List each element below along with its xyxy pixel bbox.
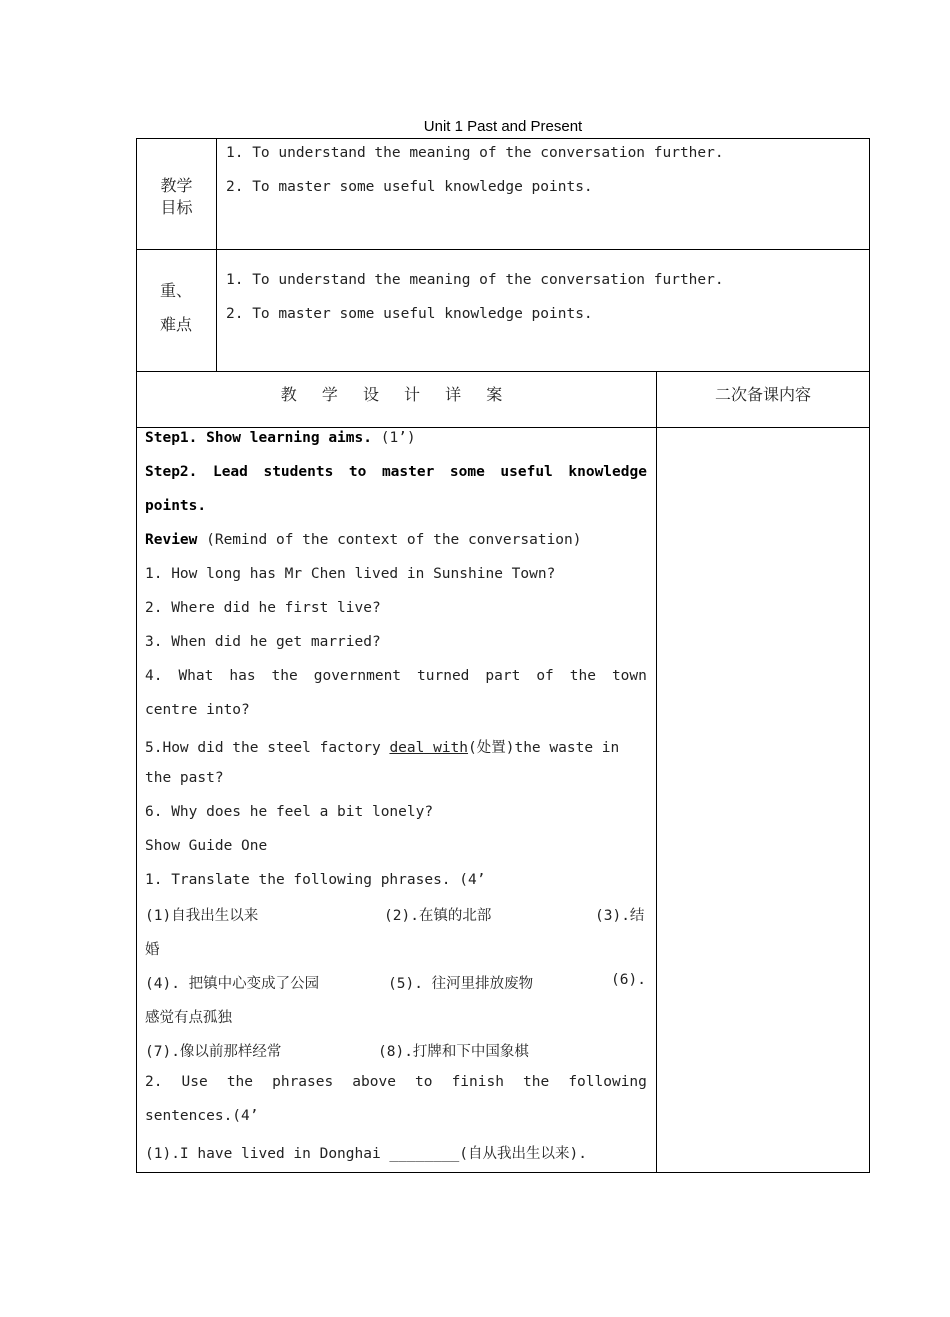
task-2-word: the xyxy=(226,1074,254,1090)
step2-word: to xyxy=(348,464,367,480)
review-line xyxy=(145,532,582,548)
key-points-content-cell xyxy=(216,249,870,372)
document-title: Unit 1 Past and Present xyxy=(423,118,583,135)
question-5-underlined: deal with xyxy=(389,740,469,756)
review-heading: Review xyxy=(145,532,198,548)
task-2-word: finish xyxy=(451,1074,504,1090)
objectives-label-line2: 目标 xyxy=(160,198,193,217)
objectives-content-cell xyxy=(216,138,870,250)
question-4-line-2: centre into? xyxy=(145,702,250,718)
task-2-word: 2. xyxy=(145,1074,163,1090)
objectives-label-cell xyxy=(136,138,217,250)
task-2-line-2: sentences.(4’ xyxy=(145,1108,259,1124)
phrase-7: (7).像以前那样经常 xyxy=(145,1044,282,1060)
step2-word: students xyxy=(263,464,334,480)
step1-heading: Step1. Show learning aims. xyxy=(145,430,372,446)
question-3: 3. When did he get married? xyxy=(145,634,381,650)
key-point-item-2: 2. To master some useful knowledge points. xyxy=(226,306,593,322)
step2-word: Step2. xyxy=(145,464,198,480)
task-2 xyxy=(145,1074,647,1090)
phrase-5: (5). 往河里排放废物 xyxy=(388,976,534,992)
design-header-cell xyxy=(136,371,657,428)
question-4-word: turned xyxy=(417,668,470,684)
phrase-6: (6). xyxy=(611,972,646,988)
step2-line xyxy=(145,464,647,480)
review-note: (Remind of the context of the conversation) xyxy=(197,532,582,548)
phrase-6-cont: 感觉有点孤独 xyxy=(145,1010,232,1026)
step2-word: knowledge xyxy=(568,464,647,480)
question-4-word: part xyxy=(485,668,521,684)
task-2-word: following xyxy=(568,1074,647,1090)
objective-item-1: 1. To understand the meaning of the conversation further. xyxy=(226,145,724,161)
step2-word: Lead xyxy=(212,464,248,480)
phrase-4: (4). 把镇中心变成了公园 xyxy=(145,976,320,992)
question-5-line-2: the past? xyxy=(145,770,224,786)
design-content-cell xyxy=(136,427,657,1173)
phrase-3: (3).结 xyxy=(595,908,645,924)
key-point-item-1: 1. To understand the meaning of the conversation further. xyxy=(226,272,724,288)
phrase-2: (2).在镇的北部 xyxy=(384,908,492,924)
question-1: 1. How long has Mr Chen lived in Sunshine Town? xyxy=(145,566,556,582)
objectives-label-line1: 教学 xyxy=(160,176,193,195)
task-2-word: Use xyxy=(181,1074,208,1090)
question-4-word: town xyxy=(611,668,647,684)
question-4-word: government xyxy=(313,668,402,684)
guide-heading: Show Guide One xyxy=(145,838,268,854)
step2-word: some xyxy=(449,464,485,480)
phrase-1: (1)自我出生以来 xyxy=(145,908,259,924)
secondary-header: 二次备课内容 xyxy=(714,385,811,404)
secondary-content-cell xyxy=(656,427,870,1173)
step2-line-2: points. xyxy=(145,498,207,514)
objective-item-2: 2. To master some useful knowledge points. xyxy=(226,179,593,195)
question-4-word: 4. xyxy=(145,668,163,684)
step1-time: (1’) xyxy=(371,430,416,446)
question-2: 2. Where did he first live? xyxy=(145,600,381,616)
secondary-header-cell xyxy=(656,371,870,428)
key-points-label-line1: 重、 xyxy=(160,281,193,300)
step1-line xyxy=(145,430,416,446)
step2-word: master xyxy=(381,464,435,480)
question-4-word: the xyxy=(569,668,596,684)
question-5-start: 5.How did the steel factory xyxy=(145,740,390,756)
key-points-label-cell xyxy=(136,249,217,372)
question-4 xyxy=(145,668,647,684)
question-4-word: What xyxy=(178,668,214,684)
key-points-label-line2: 难点 xyxy=(160,315,193,334)
question-4-word: the xyxy=(271,668,298,684)
question-5-end: (处置)the waste in xyxy=(468,740,620,756)
task-1: 1. Translate the following phrases. (4’ xyxy=(145,872,486,888)
task-2-word: above xyxy=(352,1074,396,1090)
question-6: 6. Why does he feel a bit lonely? xyxy=(145,804,434,820)
task-2-word: phrases xyxy=(272,1074,334,1090)
design-header: 教 学 设 计 详 案 xyxy=(280,385,513,404)
question-4-word: has xyxy=(229,668,256,684)
sentence-1: (1).I have lived in Donghai ________(自从我出生以来). xyxy=(145,1146,587,1162)
phrase-3-cont: 婚 xyxy=(145,942,160,958)
step2-word: useful xyxy=(500,464,553,480)
phrase-8: (8).打牌和下中国象棋 xyxy=(378,1044,529,1060)
question-4-word: of xyxy=(536,668,554,684)
question-5 xyxy=(145,736,619,757)
task-2-word: the xyxy=(523,1074,550,1090)
task-2-word: to xyxy=(415,1074,433,1090)
